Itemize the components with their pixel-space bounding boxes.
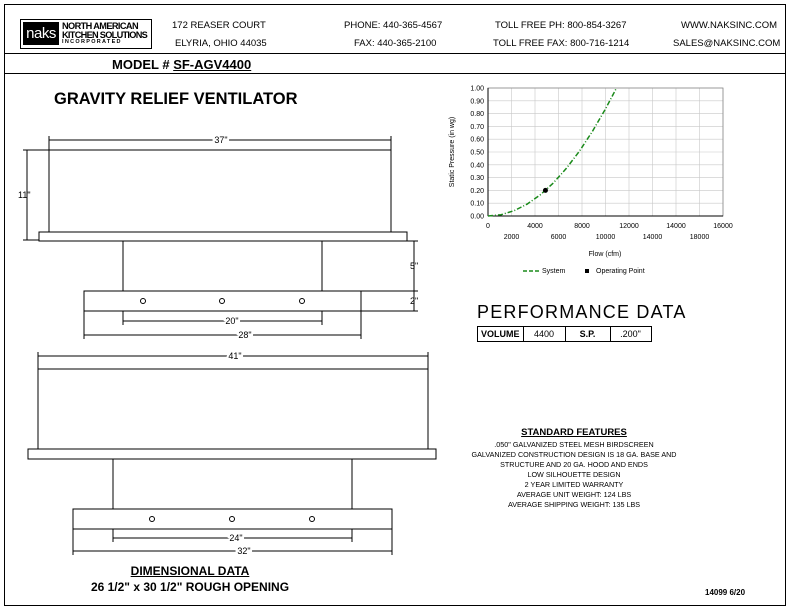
dim-24-label: 24" (229, 533, 243, 543)
product-title: GRAVITY RELIEF VENTILATOR (54, 90, 298, 108)
document-number: 14099 6/20 (705, 588, 746, 597)
chart-x-tick-label: 8000 (574, 223, 590, 230)
chart-x-tick-label: 2000 (503, 234, 520, 241)
chart-x-tick-label: 6000 (550, 234, 567, 241)
chart-y-axis-label: Static Pressure (in wg) (449, 116, 456, 188)
model-prefix: MODEL # (112, 57, 170, 72)
feature-line: AVERAGE SHIPPING WEIGHT: 135 LBS (507, 500, 641, 509)
dim-28-label: 28" (238, 330, 252, 340)
dim-11-label: 11" (18, 190, 31, 200)
feature-line: 2 YEAR LIMITED WARRANTY (524, 480, 624, 489)
chart-y-tick-label: 0.90 (470, 98, 484, 106)
fax-number: FAX: 440-365-2100 (354, 38, 437, 49)
feature-line: GALVANIZED CONSTRUCTION DESIGN IS 18 GA. BASE AND (471, 450, 677, 459)
dim-37-label: 37" (214, 135, 228, 145)
chart-legend (523, 268, 645, 275)
sp-value: .200" (610, 327, 651, 342)
sp-label: S.P. (565, 327, 610, 342)
chart-x-tick-label: 14000 (642, 234, 663, 241)
feature-line: .050" GALVANIZED STEEL MESH BIRDSCREEN (494, 440, 654, 449)
logo-text-line3: INCORPORATED (62, 39, 122, 45)
dim-2-label: 2" (410, 296, 419, 306)
volume-value: 4400 (523, 327, 565, 342)
volume-label: VOLUME (478, 327, 524, 342)
rough-opening: 26 1/2" x 30 1/2" ROUGH OPENING (90, 580, 290, 594)
chart-y-tick-label: 0.30 (470, 175, 484, 183)
website: WWW.NAKSINC.COM (681, 20, 778, 31)
dimensional-data-title: DIMENSIONAL DATA (130, 564, 250, 578)
chart-x-tick-label: 16000 (713, 223, 733, 230)
legend-operating-point-swatch (585, 269, 589, 273)
legend-system-label: System (542, 268, 566, 275)
chart-y-tick-label: 0.20 (470, 187, 484, 195)
toll-free-fax: TOLL FREE FAX: 800-716-1214 (493, 38, 630, 49)
chart-y-tick-label: 1.00 (470, 85, 484, 93)
chart-x-tick-label: 12000 (619, 223, 639, 230)
chart-y-tick-label: 0.70 (470, 123, 484, 131)
logo-text-line1: NORTH AMERICAN (62, 21, 138, 31)
toll-free-phone: TOLL FREE PH: 800-854-3267 (495, 20, 627, 31)
chart-y-tick-label: 0.60 (470, 136, 484, 144)
chart-y-tick-label: 0.10 (470, 200, 484, 208)
standard-features-title: STANDARD FEATURES (521, 427, 627, 438)
model-id: SF-AGV4400 (173, 57, 252, 72)
phone-number: PHONE: 440-365-4567 (344, 20, 443, 31)
chart-x-tick-label: 14000 (666, 223, 686, 230)
email: SALES@NAKSINC.COM (673, 38, 781, 49)
feature-line: LOW SILHOUETTE DESIGN (527, 470, 621, 479)
legend-operating-point-label: Operating Point (596, 268, 645, 275)
address-line2: ELYRIA, OHIO 44035 (175, 38, 267, 49)
chart-y-tick-label: 0.80 (470, 111, 484, 119)
chart-x-axis-label: Flow (cfm) (588, 251, 622, 258)
performance-title: PERFORMANCE DATA (477, 302, 687, 322)
chart-operating-point (543, 188, 548, 193)
logo-text-line2: KITCHEN SOLUTIONS (62, 30, 148, 40)
feature-line: STRUCTURE AND 20 GA. HOOD AND ENDS (500, 460, 648, 469)
chart-x-tick-label: 4000 (527, 223, 543, 230)
chart-y-tick-label: 0.40 (470, 162, 484, 170)
chart-y-tick-label: 0.00 (470, 213, 484, 221)
dim-32-label: 32" (237, 546, 251, 556)
chart-y-tick-label: 0.50 (470, 149, 484, 157)
performance-table (477, 326, 652, 342)
feature-line: AVERAGE UNIT WEIGHT: 124 LBS (516, 490, 632, 499)
dim-20-label: 20" (225, 316, 239, 326)
logo-mark: naks (23, 22, 59, 45)
chart-x-tick-label: 0 (486, 223, 490, 230)
address-line1: 172 REASER COURT (172, 20, 266, 31)
chart-x-tick-label: 18000 (689, 234, 710, 241)
chart-x-tick-label: 10000 (595, 234, 616, 241)
dim-5-label: 5" (410, 261, 419, 271)
dim-41-label: 41" (228, 351, 242, 361)
